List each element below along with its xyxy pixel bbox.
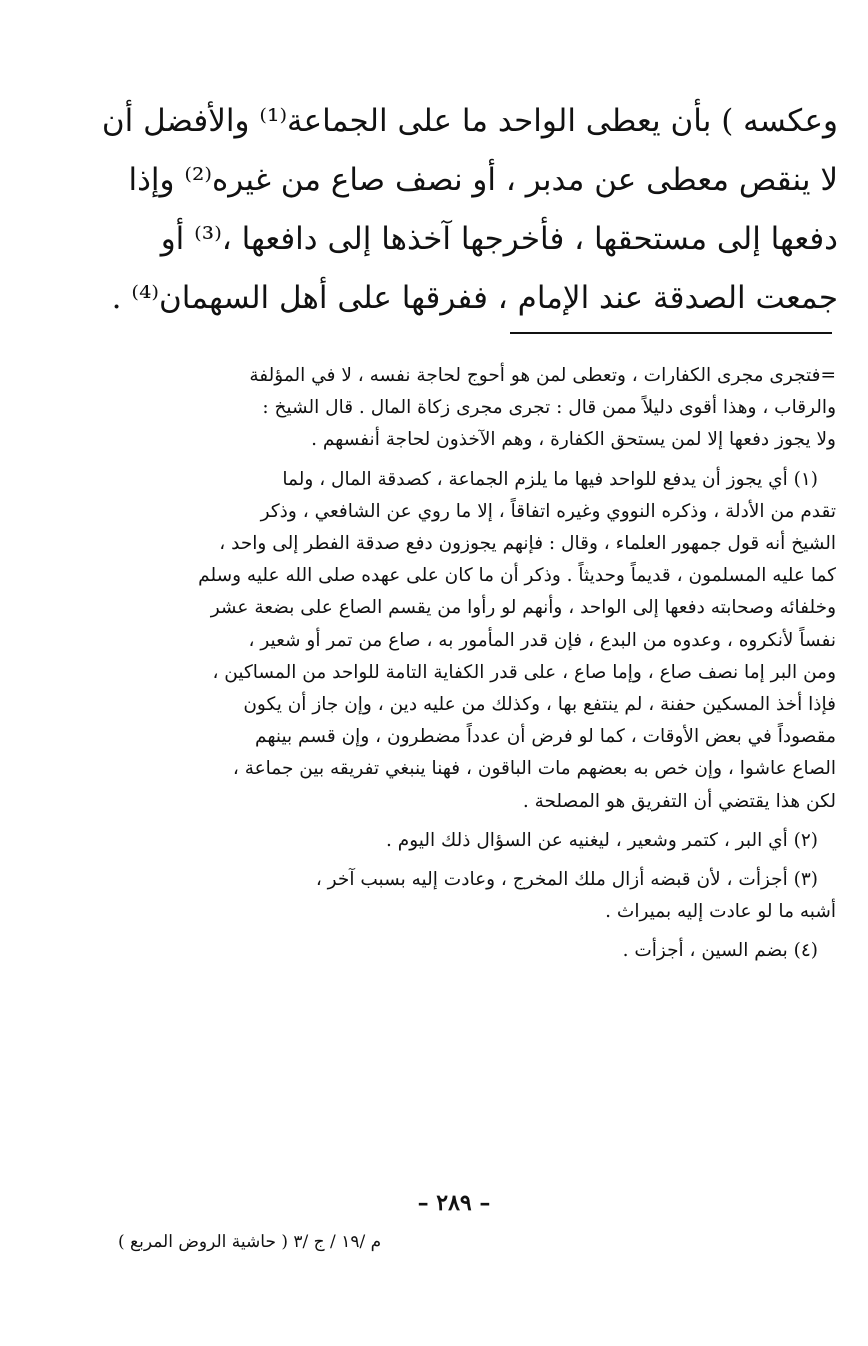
footnote-2 <box>98 825 836 857</box>
footnote-line: نفساً لأنكروه ، وعدوه من البدع ، فإن قدر المأمور به ، صاع من تمر أو شعير ، <box>248 629 836 651</box>
footnote-line: (٣) أجزأت ، لأن قبضه أزال ملك المخرج ، وعادت إليه بسبب آخر ، <box>315 869 818 891</box>
main-text-line: جمعت الصدقة عند الإمام ، ففرقها على أهل السهمان⁽⁴⁾ . <box>111 280 838 316</box>
footnote-line: والرقاب ، وهذا أقوى دليلاً ممن قال : تجرى مجرى زكاة المال . قال الشيخ : <box>262 397 836 419</box>
printer-signature: م /١٩ / ج /٣ ( حاشية الروض المربع ) <box>118 1232 382 1252</box>
main-text-line: لا ينقص معطى عن مدبر ، أو نصف صاع من غيره⁽²⁾ وإذا <box>128 162 838 198</box>
footnote-line: الصاع عاشوا ، وإن خص به بعضهم مات الباقون ، فهنا ينبغي تفريقه بين جماعة ، <box>232 758 836 780</box>
footnote-line: مقصوداً في بعض الأوقات ، كما لو فرض أن عدداً مضطرون ، وإن قسم بينهم <box>255 726 836 748</box>
footnote-3 <box>98 864 836 928</box>
footnote-line: ومن البر إما نصف صاع ، وإما صاع ، على قدر الكفاية التامة للواحد من المساكين ، <box>212 661 836 683</box>
footnote-line: ولا يجوز دفعها إلا لمن يستحق الكفارة ، وهم الآخذون لحاجة أنفسهم . <box>311 429 836 451</box>
footnote-divider <box>510 332 832 334</box>
main-text <box>96 92 838 328</box>
footnotes <box>98 360 836 975</box>
footnote-line: لكن هذا يقتضي أن التفريق هو المصلحة . <box>522 790 836 812</box>
footnote-1 <box>98 464 836 818</box>
footnote-line: الشيخ أنه قول جمهور العلماء ، وقال : فإنهم يجوزون دفع صدقة الفطر إلى واحد ، <box>219 533 836 555</box>
main-text-line: وعكسه ) بأن يعطى الواحد ما على الجماعة⁽¹⁾ والأفضل أن <box>101 103 838 139</box>
footnote-line: وخلفائه وصحابته دفعها إلى الواحد ، وأنهم لو رأوا من يقسم الصاع على بضعة عشر <box>210 597 836 619</box>
footnote-line: فإذا أخذ المسكين حفنة ، لم ينتفع بها ، وكذلك من عليه دين ، وإن جاز أن يكون <box>243 694 836 716</box>
footnote-continuation <box>98 360 836 457</box>
footnote-line: (١) أي يجوز أن يدفع للواحد فيها ما يلزم الجماعة ، كصدقة المال ، ولما <box>282 468 818 490</box>
main-text-line: دفعها إلى مستحقها ، فأخرجها آخذها إلى دافعها ،⁽³⁾ أو <box>160 221 838 257</box>
footnote-line: أشبه ما لو عادت إليه بميراث . <box>605 901 836 923</box>
footnote-line: =فتجرى مجرى الكفارات ، وتعطى لمن هو أحوج لحاجة نفسه ، لا في المؤلفة <box>249 365 836 386</box>
footnote-line: (٤) بضم السين ، أجزأت . <box>622 940 818 962</box>
footnote-line: كما عليه المسلمون ، قديماً وحديثاً . وذكر أن ما كان على عهده صلى الله عليه وسلم <box>198 565 836 587</box>
page-number: – ٢٨٩ – <box>417 1190 491 1216</box>
footnote-line: تقدم من الأدلة ، وذكره النووي وغيره اتفاقاً ، إلا ما روي عن الشافعي ، وذكر <box>260 500 836 522</box>
footnote-4 <box>98 935 836 967</box>
footnote-line: (٢) أي البر ، كتمر وشعير ، ليغنيه عن السؤال ذلك اليوم . <box>386 829 818 851</box>
